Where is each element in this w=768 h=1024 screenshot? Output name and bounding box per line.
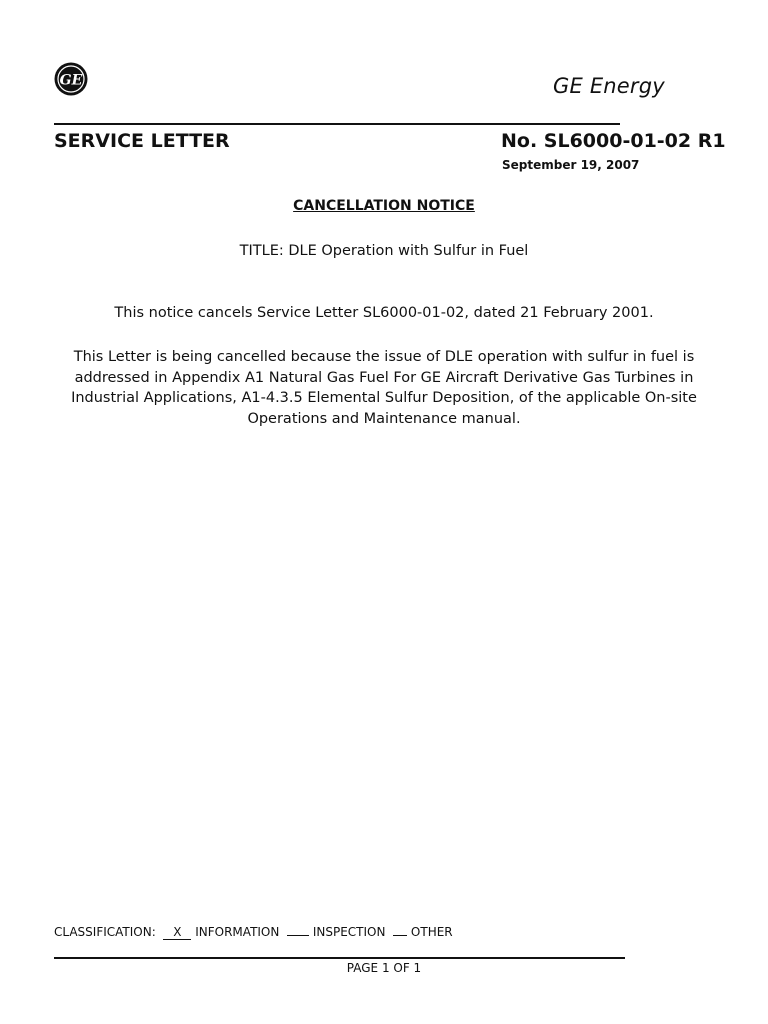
classification-label: CLASSIFICATION: (54, 925, 156, 939)
document-date: September 19, 2007 (502, 158, 640, 172)
company-name: GE Energy (553, 74, 665, 98)
classification-mark-information: X (163, 926, 191, 940)
classification-mark-other (393, 935, 407, 936)
classification-line (54, 925, 453, 940)
classification-option-other: OTHER (410, 925, 453, 939)
reason-paragraph: This Letter is being cancelled because the issue of DLE operation with sulfur in fuel is addressed in Appendix A1 Natural Gas Fuel For GE Aircraft Derivative Gas Turbines in Industrial Applications, A1-4.3.5 Elemental Sulfur Deposition, of the applicable On-site Operations and Maintenance manual. (71, 349, 697, 427)
svg-text:GE: GE (59, 72, 83, 89)
page-number: PAGE 1 OF 1 (346, 961, 422, 975)
letter-title: TITLE: DLE Operation with Sulfur in Fuel (239, 243, 529, 259)
classification-option-information: INFORMATION (195, 925, 280, 939)
classification-mark-inspection (287, 935, 309, 936)
footer-divider (54, 957, 625, 959)
notice-heading: CANCELLATION NOTICE (293, 198, 475, 214)
document-number: No. SL6000-01-02 R1 (501, 130, 726, 152)
header-divider (54, 123, 620, 125)
cancellation-paragraph: This notice cancels Service Letter SL6000-01-02, dated 21 February 2001. (114, 305, 654, 321)
classification-option-inspection: INSPECTION (312, 925, 386, 939)
document-type: SERVICE LETTER (54, 130, 230, 152)
ge-logo-icon (54, 62, 88, 96)
